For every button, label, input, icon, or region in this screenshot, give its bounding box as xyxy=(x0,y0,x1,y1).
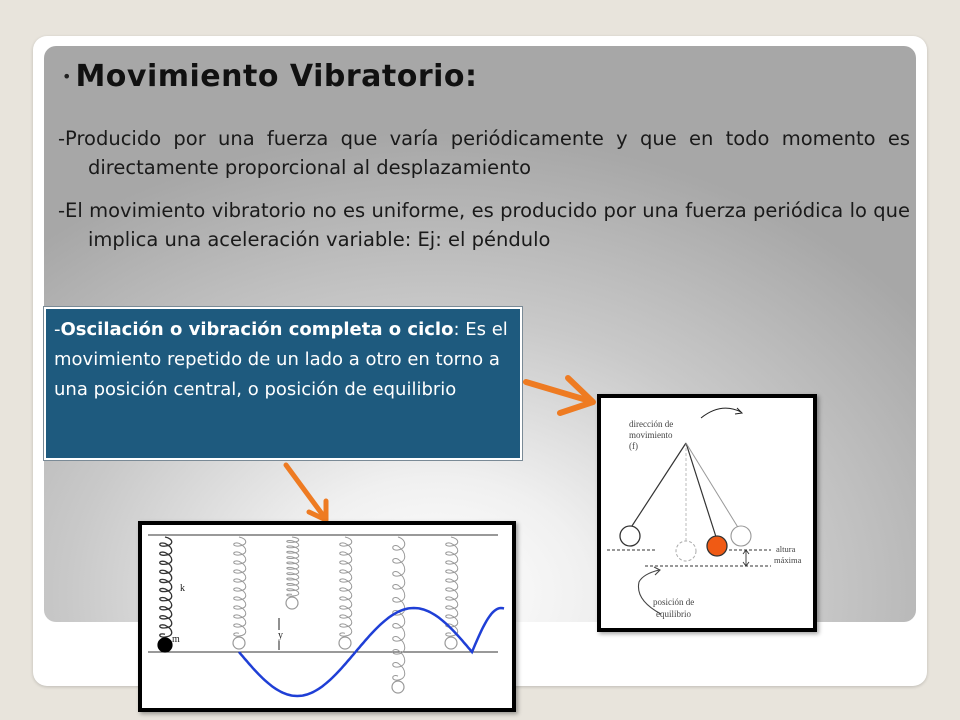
mass-label: m xyxy=(172,634,180,645)
slide-title: Movimiento Vibratorio: xyxy=(75,58,478,94)
callout-definition: Es el movimiento repetido de un lado a otro en torno a una posición central, o posición de equilibrio xyxy=(54,319,508,400)
spring-mass-2 xyxy=(286,597,298,609)
direction-label-1: dirección de xyxy=(629,419,674,429)
direction-arc xyxy=(701,408,741,418)
pendulum-diagram xyxy=(597,394,817,632)
spring-svg xyxy=(142,525,512,708)
pendulum-bob-right xyxy=(731,526,751,546)
spring-coil-main xyxy=(160,537,172,637)
pendulum-string-right xyxy=(686,443,739,529)
arrow-to-spring xyxy=(286,465,326,520)
equilibrium-label-1: posición de xyxy=(653,597,695,607)
pendulum-string-left xyxy=(630,443,686,529)
mass-bob xyxy=(158,638,172,652)
pendulum-bob-left xyxy=(620,526,640,546)
spring-coil-1 xyxy=(234,537,246,636)
spring-coil-3 xyxy=(340,537,352,636)
equilibrium-pointer xyxy=(638,570,661,614)
pendulum-svg xyxy=(601,398,813,628)
title-bullet: • xyxy=(62,66,72,86)
body-paragraph-2: -El movimiento vibratorio no es uniforme, es producido por una fuerza periódica lo que implica una aceleración variable: Ej: el péndulo xyxy=(58,199,910,251)
displacement-label: y xyxy=(278,630,283,641)
arrow-to-pendulum xyxy=(526,378,593,413)
direction-label-2: movimiento xyxy=(629,430,673,440)
height-label-1: altura xyxy=(776,544,796,554)
spring-constant-label: k xyxy=(180,583,185,594)
spring-oscillation-diagram xyxy=(138,521,516,712)
spring-mass-4 xyxy=(392,681,404,693)
spring-mass-1 xyxy=(233,637,245,649)
height-label-2: máxima xyxy=(774,555,802,565)
spring-mass-5 xyxy=(445,637,457,649)
spring-coil-5 xyxy=(446,537,458,636)
springs-group xyxy=(158,537,458,693)
spring-coil-2 xyxy=(287,537,299,596)
pendulum-bob-highlight xyxy=(707,536,727,556)
direction-label-3: (f) xyxy=(629,441,638,451)
equilibrium-label-2: equilibrio xyxy=(656,609,691,619)
callout-separator: : xyxy=(453,319,466,340)
body-paragraph-1: -Producido por una fuerza que varía periódicamente y que en todo momento es directamente proporcional al desplazamiento xyxy=(58,127,910,179)
callout-prefix: - xyxy=(54,319,61,340)
pendulum-string-highlight xyxy=(686,443,717,540)
pendulum-bob-equilibrium xyxy=(676,541,696,561)
callout-term: Oscilación o vibración completa o ciclo xyxy=(60,319,454,340)
spring-mass-3 xyxy=(339,637,351,649)
